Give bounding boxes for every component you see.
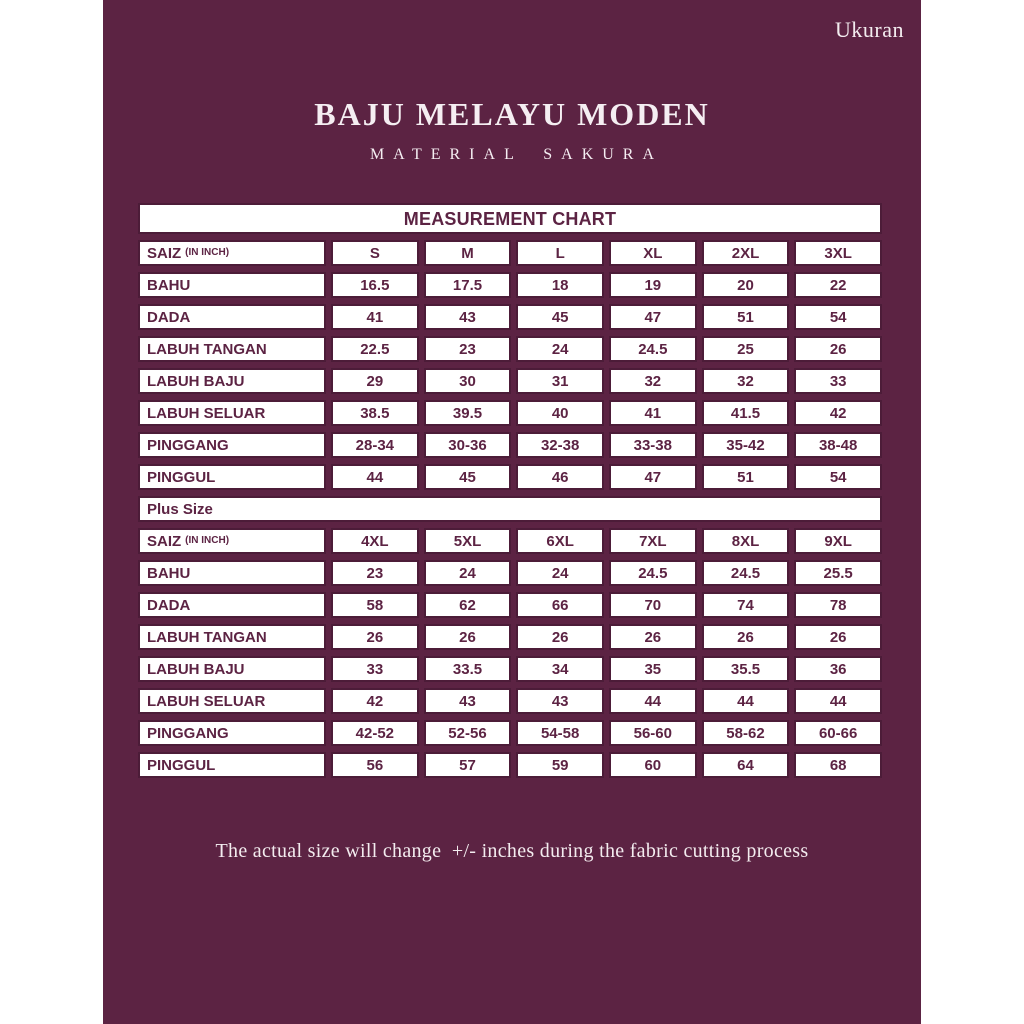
row-value: 36 <box>794 656 882 682</box>
row-value: 26 <box>609 624 697 650</box>
row-value: 42-52 <box>331 720 419 746</box>
row-label: PINGGANG <box>138 720 326 746</box>
row-value: 31 <box>516 368 604 394</box>
size-col: L <box>516 240 604 266</box>
row-value: 33 <box>794 368 882 394</box>
row-value: 39.5 <box>424 400 512 426</box>
row-value: 23 <box>331 560 419 586</box>
row-value: 41 <box>609 400 697 426</box>
row-value: 35-42 <box>702 432 790 458</box>
row-value: 42 <box>331 688 419 714</box>
row-value: 74 <box>702 592 790 618</box>
row-value: 64 <box>702 752 790 778</box>
row-value: 26 <box>331 624 419 650</box>
row-value: 29 <box>331 368 419 394</box>
row-label: LABUH TANGAN <box>138 624 326 650</box>
plus-size-banner-row <box>138 496 882 522</box>
table-row <box>138 656 882 682</box>
plus-size-banner: Plus Size <box>138 496 882 522</box>
size-col: 5XL <box>424 528 512 554</box>
table-row <box>138 432 882 458</box>
row-value: 28-34 <box>331 432 419 458</box>
row-value: 43 <box>424 304 512 330</box>
table-row <box>138 464 882 490</box>
row-value: 54 <box>794 304 882 330</box>
row-value: 41 <box>331 304 419 330</box>
size-label: SAIZ <box>147 244 182 262</box>
row-value: 43 <box>424 688 512 714</box>
row-value: 62 <box>424 592 512 618</box>
row-label: BAHU <box>138 272 326 298</box>
row-value: 33-38 <box>609 432 697 458</box>
row-value: 47 <box>609 304 697 330</box>
row-label: LABUH BAJU <box>138 368 326 394</box>
row-value: 30 <box>424 368 512 394</box>
row-label: LABUH BAJU <box>138 656 326 682</box>
row-label: DADA <box>138 304 326 330</box>
size-label: SAIZ <box>147 532 182 550</box>
row-value: 38.5 <box>331 400 419 426</box>
row-value: 35 <box>609 656 697 682</box>
size-unit: (IN INCH) <box>185 247 230 258</box>
row-value: 56 <box>331 752 419 778</box>
table-row <box>138 560 882 586</box>
table-title-row <box>138 203 882 234</box>
size-header-row <box>138 240 882 266</box>
row-value: 45 <box>516 304 604 330</box>
row-value: 32 <box>702 368 790 394</box>
row-value: 25 <box>702 336 790 362</box>
page-subtitle: MATERIAL SAKURA <box>369 146 664 163</box>
size-col: 4XL <box>331 528 419 554</box>
row-value: 26 <box>794 336 882 362</box>
size-header-label <box>138 528 326 554</box>
table-row <box>138 592 882 618</box>
row-value: 51 <box>702 464 790 490</box>
footnote: The actual size will change +/- inches during the fabric cutting process <box>215 840 809 862</box>
row-value: 70 <box>609 592 697 618</box>
row-value: 47 <box>609 464 697 490</box>
row-label: PINGGUL <box>138 752 326 778</box>
size-unit: (IN INCH) <box>185 535 230 546</box>
size-col: XL <box>609 240 697 266</box>
table-row <box>138 368 882 394</box>
row-value: 32-38 <box>516 432 604 458</box>
row-value: 46 <box>516 464 604 490</box>
row-value: 42 <box>794 400 882 426</box>
row-value: 44 <box>794 688 882 714</box>
row-value: 44 <box>702 688 790 714</box>
row-value: 26 <box>516 624 604 650</box>
row-value: 44 <box>331 464 419 490</box>
row-value: 78 <box>794 592 882 618</box>
row-label: DADA <box>138 592 326 618</box>
table-row <box>138 688 882 714</box>
size-chart-card <box>103 0 921 1024</box>
size-col: 3XL <box>794 240 882 266</box>
row-value: 33.5 <box>424 656 512 682</box>
row-value: 51 <box>702 304 790 330</box>
row-value: 32 <box>609 368 697 394</box>
table-row <box>138 272 882 298</box>
row-value: 38-48 <box>794 432 882 458</box>
row-value: 17.5 <box>424 272 512 298</box>
row-value: 24 <box>424 560 512 586</box>
row-value: 58-62 <box>702 720 790 746</box>
row-value: 34 <box>516 656 604 682</box>
row-value: 24.5 <box>702 560 790 586</box>
row-value: 58 <box>331 592 419 618</box>
row-value: 43 <box>516 688 604 714</box>
size-col: 9XL <box>794 528 882 554</box>
row-value: 41.5 <box>702 400 790 426</box>
measurement-table <box>138 203 882 778</box>
table-row <box>138 720 882 746</box>
row-label: LABUH SELUAR <box>138 688 326 714</box>
table-row <box>138 304 882 330</box>
row-value: 33 <box>331 656 419 682</box>
row-value: 44 <box>609 688 697 714</box>
corner-label: Ukuran <box>835 17 904 42</box>
size-header-label <box>138 240 326 266</box>
size-col: 7XL <box>609 528 697 554</box>
row-value: 52-56 <box>424 720 512 746</box>
size-col: 8XL <box>702 528 790 554</box>
row-value: 16.5 <box>331 272 419 298</box>
row-value: 40 <box>516 400 604 426</box>
size-col: S <box>331 240 419 266</box>
row-value: 66 <box>516 592 604 618</box>
size-col: 2XL <box>702 240 790 266</box>
row-value: 24.5 <box>609 560 697 586</box>
row-value: 60 <box>609 752 697 778</box>
row-label: LABUH TANGAN <box>138 336 326 362</box>
row-value: 60-66 <box>794 720 882 746</box>
row-value: 22 <box>794 272 882 298</box>
row-value: 26 <box>794 624 882 650</box>
table-row <box>138 624 882 650</box>
row-value: 35.5 <box>702 656 790 682</box>
row-value: 19 <box>609 272 697 298</box>
row-value: 26 <box>702 624 790 650</box>
row-value: 26 <box>424 624 512 650</box>
row-label: PINGGANG <box>138 432 326 458</box>
row-value: 68 <box>794 752 882 778</box>
row-label: PINGGUL <box>138 464 326 490</box>
row-value: 59 <box>516 752 604 778</box>
row-value: 22.5 <box>331 336 419 362</box>
row-value: 24.5 <box>609 336 697 362</box>
size-col: 6XL <box>516 528 604 554</box>
row-value: 24 <box>516 336 604 362</box>
row-value: 56-60 <box>609 720 697 746</box>
table-row <box>138 400 882 426</box>
row-value: 45 <box>424 464 512 490</box>
row-value: 18 <box>516 272 604 298</box>
table-row <box>138 336 882 362</box>
row-label: BAHU <box>138 560 326 586</box>
row-label: LABUH SELUAR <box>138 400 326 426</box>
row-value: 24 <box>516 560 604 586</box>
table-title: MEASUREMENT CHART <box>138 203 882 234</box>
size-header-row-plus <box>138 528 882 554</box>
row-value: 25.5 <box>794 560 882 586</box>
row-value: 30-36 <box>424 432 512 458</box>
page-title: BAJU MELAYU MODEN <box>314 96 710 132</box>
table-row <box>138 752 882 778</box>
row-value: 57 <box>424 752 512 778</box>
row-value: 54-58 <box>516 720 604 746</box>
size-col: M <box>424 240 512 266</box>
row-value: 23 <box>424 336 512 362</box>
row-value: 54 <box>794 464 882 490</box>
row-value: 20 <box>702 272 790 298</box>
